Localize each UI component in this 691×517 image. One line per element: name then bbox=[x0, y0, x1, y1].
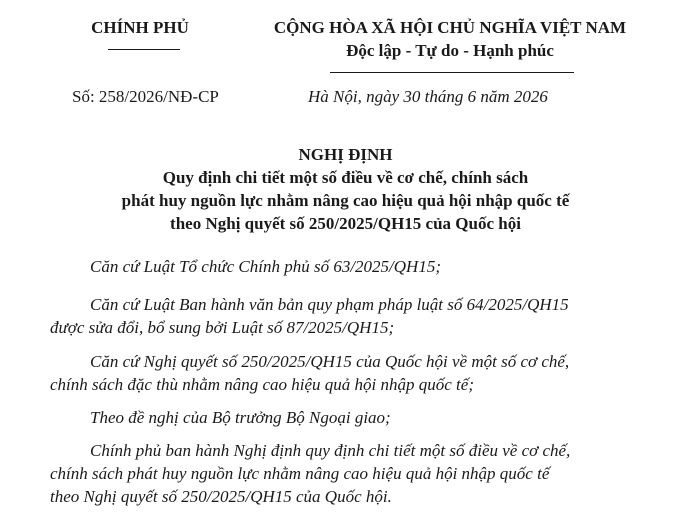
preamble-line: Căn cứ Luật Tổ chức Chính phủ số 63/2025/QH15; bbox=[90, 257, 441, 276]
preamble-line: chính sách đặc thù nhằm nâng cao hiệu quả hội nhập quốc tế; bbox=[50, 375, 474, 394]
preamble-line: Chính phủ ban hành Nghị định quy định chi tiết một số điều về cơ chế, bbox=[90, 441, 571, 460]
preamble-line: Theo đề nghị của Bộ trưởng Bộ Ngoại giao; bbox=[90, 408, 391, 427]
motto-underline bbox=[330, 72, 574, 73]
preamble-line: được sửa đổi, bổ sung bởi Luật số 87/2025/QH15; bbox=[50, 318, 395, 337]
title-line-3: theo Nghị quyết số 250/2025/QH15 của Quốc hội bbox=[170, 214, 521, 233]
document-number: Số: 258/2026/NĐ-CP bbox=[72, 87, 219, 106]
place-date: Hà Nội, ngày 30 tháng 6 năm 2026 bbox=[308, 87, 548, 106]
national-name: CỘNG HÒA XÃ HỘI CHỦ NGHĨA VIỆT NAM bbox=[273, 18, 627, 37]
preamble-line: theo Nghị quyết số 250/2025/QH15 của Quốc hội. bbox=[50, 487, 392, 506]
preamble-line: Căn cứ Luật Ban hành văn bản quy phạm pháp luật số 64/2025/QH15 bbox=[90, 295, 569, 314]
issuer-underline bbox=[108, 49, 180, 50]
preamble-line: chính sách phát huy nguồn lực nhằm nâng cao hiệu quả hội nhập quốc tế bbox=[50, 464, 550, 483]
title-line-1: Quy định chi tiết một số điều về cơ chế, chính sách bbox=[162, 168, 529, 187]
issuing-authority: CHÍNH PHỦ bbox=[91, 18, 189, 37]
national-motto: Độc lập - Tự do - Hạnh phúc bbox=[346, 41, 554, 60]
preamble-line: Căn cứ Nghị quyết số 250/2025/QH15 của Quốc hội về một số cơ chế, bbox=[90, 352, 570, 371]
document-type-title: NGHỊ ĐỊNH bbox=[298, 145, 393, 164]
title-line-2: phát huy nguồn lực nhằm nâng cao hiệu quả hội nhập quốc tế bbox=[121, 191, 570, 210]
